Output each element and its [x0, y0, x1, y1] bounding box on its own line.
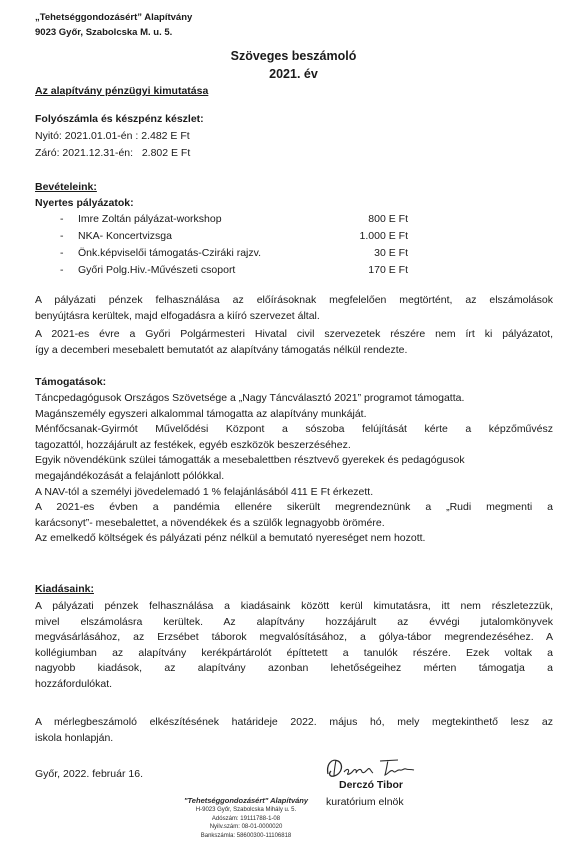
document-title: Szöveges beszámoló: [230, 49, 357, 63]
grant-amount: 1.000 E Ft: [359, 230, 408, 242]
text-line: így a decemberi mesebalett bemutatót az alapítvány támogatás nélkül rendezte.: [35, 343, 408, 356]
grant-name: Önk.képviselői támogatás-Cziráki rajzv.: [78, 247, 262, 259]
expenses-heading: Kiadásaink:: [35, 583, 94, 595]
place-date: Győr, 2022. február 16.: [35, 768, 143, 780]
text-line: karácsonyt”- mesebalettet, a növendékek és a szülők legnagyobb örömére.: [35, 516, 385, 529]
text-line: A pályázati pénzek felhasználása a kiadásaink között kerül kimutatásra, itt nem részletezzük,: [35, 600, 553, 612]
text-line: iskola honlapján.: [35, 731, 114, 744]
text-line: tagozattól, hozzájárult az festékek, egyéb eszközök beszerzéséhez.: [35, 438, 351, 451]
document-year: 2021. év: [269, 67, 318, 81]
support-paragraph: [35, 391, 553, 547]
grant-dash: -: [60, 213, 64, 225]
grant-item: [60, 228, 408, 244]
grant-amount: 30 E Ft: [374, 247, 408, 259]
deadline-paragraph: [35, 715, 553, 746]
stamp-registry-number: Nyilv.szám: 08-01-0000020: [209, 824, 283, 830]
organization-stamp: [156, 796, 336, 840]
text-line: Ménfőcsanak-Gyirmót Művelődési Központ a sószoba felújítását kérte a képzőművész: [35, 423, 553, 436]
grant-name: NKA- Koncertvizsga: [78, 230, 172, 242]
stamp-tax-number: Adószám: 19111788-1-08: [211, 815, 281, 822]
handwritten-signature-icon: [322, 752, 432, 782]
stamp-bank-account: Bankszámla: 58600300-11106818: [200, 832, 292, 839]
grants-heading: Nyertes pályázatok:: [35, 197, 134, 209]
grant-dash: -: [60, 264, 64, 276]
grant-item: [60, 211, 408, 227]
city-grant-paragraph: [35, 327, 553, 358]
text-line: A 2021-es évre a Győri Polgármesteri Hivatal civil szervezetek részére nem írt ki pályázatot,: [35, 328, 553, 340]
text-line: A 2021-es évben a pandémia ellenére sikerült megrendeznünk a „Rudi megmenti a: [35, 501, 553, 514]
stamp-org-name: "Tehetséggondozásért" Alapítvány: [183, 796, 309, 805]
text-line: nagyobb kiadások, az alapítvány azonban lehetőségeihez mérten támogatja a: [35, 662, 553, 675]
text-line: megvásárlásához, az Erzsébet táborok megvalósításához, a gólya-tábor megrendezéséhez. A: [35, 631, 553, 644]
text-line: A mérlegbeszámoló elkészítésének határideje 2022. május hó, mely megtekinthető lesz az: [35, 716, 553, 728]
grant-usage-paragraph: [35, 293, 553, 324]
grant-dash: -: [60, 247, 64, 259]
grant-item: [60, 245, 408, 261]
grant-item: [60, 262, 408, 278]
text-line: mivel elszámolásra kerültek. Az alapítvány hozzájárult az évvégi jutalomkönyvek: [35, 615, 553, 628]
org-name: „Tehetséggondozásért” Alapítvány: [35, 12, 193, 23]
text-line: Magánszemély egyszeri alkalommal támogatta az alapítvány munkáját.: [35, 407, 367, 420]
text-line: Táncpedagógusok Országos Szövetsége a „Nagy Táncválasztó 2021” programot támogatta.: [35, 392, 465, 404]
grant-dash: -: [60, 230, 64, 242]
closing-balance: Záró: 2021.12.31-én: 2.802 E Ft: [35, 147, 191, 159]
text-line: megajándékozását a felajánlott pólókkal.: [35, 469, 225, 482]
income-heading: Bevételeink:: [35, 181, 97, 193]
org-address: 9023 Győr, Szabolcska M. u. 5.: [35, 27, 173, 38]
text-line: hozzáfordulókat.: [35, 677, 113, 690]
signatory-role: kuratórium elnök: [326, 796, 404, 808]
text-line: Az emelkedő költségek és pályázati pénz nélkül a bemutató nyereséget nem hozott.: [35, 532, 426, 545]
text-line: A NAV-tól a személyi jövedelemadó 1 % felajánlásából 411 E Ft érkezett.: [35, 485, 374, 498]
grant-amount: 170 E Ft: [368, 264, 408, 276]
text-line: benyújtásra kerültek, majd elfogadásra a kiíró szervezet által.: [35, 309, 320, 322]
grant-amount: 800 E Ft: [368, 213, 408, 225]
support-heading: Támogatások:: [35, 376, 107, 388]
text-line: A pályázati pénzek felhasználása az előírásoknak megfelelően megtörtént, az elszámolások: [35, 294, 553, 306]
opening-balance: Nyitó: 2021.01.01-én : 2.482 E Ft: [35, 130, 190, 142]
grant-name: Imre Zoltán pályázat-workshop: [78, 213, 222, 225]
grant-name: Győri Polg.Hiv.-Művészeti csoport: [78, 264, 236, 276]
financial-heading: Az alapítvány pénzügyi kimutatása: [35, 85, 209, 97]
balance-heading: Folyószámla és készpénz készlet:: [35, 113, 204, 125]
signatory-name: Derczó Tibor: [339, 779, 403, 791]
text-line: kollégiumban az alapítvány kerékpártárolót építtetett a tanulók részére. Ezek voltak a: [35, 646, 553, 659]
stamp-address: H-9023 Győr, Szabolcska Mihály u. 5.: [195, 807, 297, 813]
text-line: Egyik növendékünk szülei támogatták a mesebalettben résztvevő gyerekek és pedagógusok: [35, 454, 465, 467]
expenses-paragraph: [35, 599, 553, 693]
